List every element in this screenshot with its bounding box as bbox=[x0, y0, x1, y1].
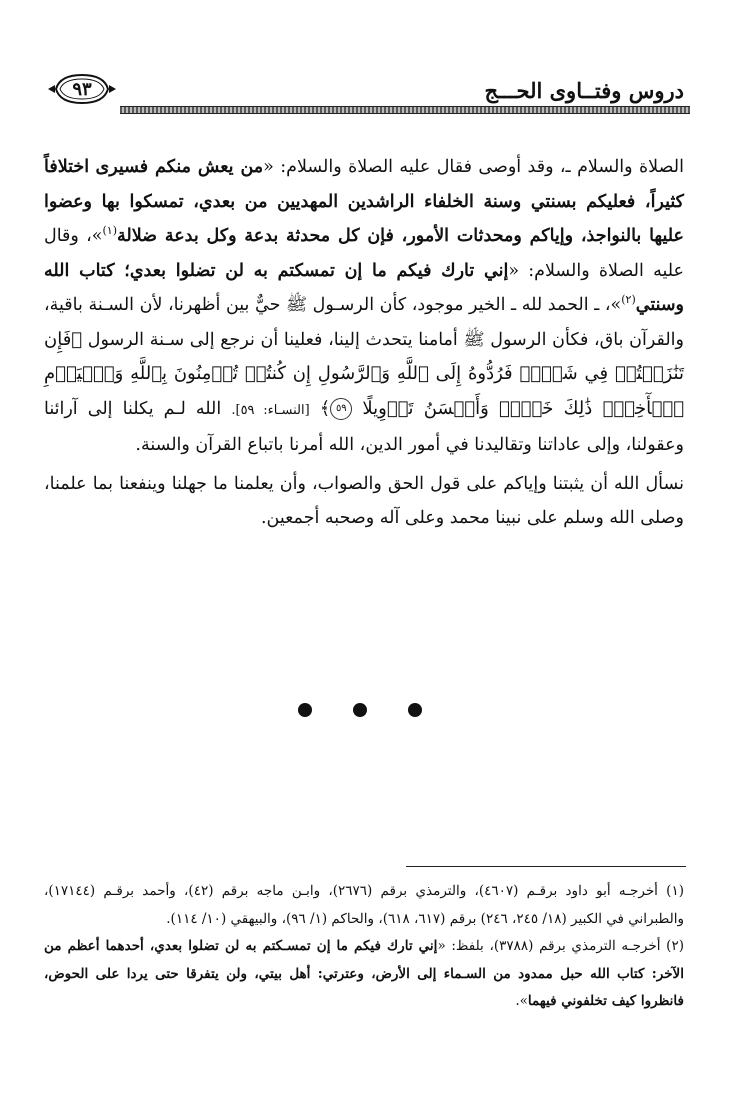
hadith-text: من يعش منكم فسيرى bbox=[95, 157, 264, 177]
separator-dot-icon bbox=[408, 703, 422, 717]
main-text bbox=[44, 150, 684, 536]
paragraph bbox=[44, 150, 684, 463]
page-number-badge bbox=[46, 72, 118, 106]
text-run: »، وقال عليه الصلاة والسلام: « bbox=[44, 226, 684, 281]
hadith-text: اختلافاً كثيراً، فعليكم بسنتي وسنة الخلفاء الراشدين المهديين من بعدي، تمسكوا بها وعضوا عليها بالنواجذ، وإياكم ومحدثات الأمور، فإن كل محدثة بدعة وكل بدعة ضلالة bbox=[44, 157, 684, 246]
hadith-text: إني تارك فيكم ما إن تمسكتم به لن تضلوا بعدي؛ كتاب الله وسنتي bbox=[44, 260, 684, 315]
separator-dot-icon bbox=[298, 703, 312, 717]
text-run: الله لـم يكلنا إلى آرائنا وعقولنا، وإلى عاداتنا وتقاليدنا في أمور الدين، الله أمرنا باتباع القرآن والسنة. bbox=[44, 398, 684, 455]
footnote-ref[interactable]: (١) bbox=[102, 224, 118, 238]
quran-verse: ﴿فَإِن تَنَٰزَعۡتُمۡ فِي شَيۡءٖ فَرُدُّوهُ إِلَى ٱللَّهِ وَٱلرَّسُولِ إِن كُنتُمۡ تُؤۡمِنُونَ بِٱللَّهِ وَٱلۡيَوۡمِ ٱلۡأٓخِرِۚ ذَٰلِكَ خَيۡرٞ وَأَحۡسَنُ تَأۡوِيلًا bbox=[44, 328, 684, 419]
text-run: »، ـ الحمد لله ـ الخير موجود، كأن الرسـول ﷺ حيٌّ بين أظهرنا، لأن السـنة باقية، والقرآن باق، فكأن الرسول ﷺ أمامنا يتحدث إلينا، فعلينا أن نرجع إلى سـنة الرسول bbox=[44, 295, 684, 350]
text-run: (٢) أخرجـه الترمذي برقم (٣٧٨٨)، بلفظ: « bbox=[437, 938, 684, 954]
footnote-ref[interactable]: (٢) bbox=[621, 293, 636, 307]
footnote-rule bbox=[406, 866, 686, 867]
footnote-2 bbox=[44, 933, 684, 1016]
running-title: دروس وفتــاوى الحـــج bbox=[484, 78, 684, 103]
page-number: ٩٣ bbox=[72, 79, 92, 100]
verse-reference: [النسـاء: ٥٩]. bbox=[231, 402, 310, 418]
footnotes bbox=[44, 878, 684, 1016]
verse-number-marker: ٥٩ bbox=[330, 398, 352, 420]
text-run: الصلاة والسلام ـ، وقد أوصى فقال عليه الصلاة والسلام: « bbox=[263, 157, 684, 177]
separator-dot-icon bbox=[353, 703, 367, 717]
text-run: ». bbox=[515, 993, 528, 1009]
hadith-text: إني تارك فيكم ما إن تمسـكتم به لن تضلوا بعدي، أحدهما أعظم من الآخر: كتاب الله حبل ممدود من السـماء إلى الأرض، وعترتي: أهل بيتي، ولن يتفرقا حتى يردا على الحوض، فانظروا كيف تخلفوني فيهما bbox=[44, 938, 684, 1009]
page-header bbox=[40, 70, 690, 114]
header-rule bbox=[120, 106, 690, 114]
section-separator bbox=[280, 700, 440, 720]
quran-verse-close: ﴾ bbox=[319, 397, 331, 419]
paragraph: نسأل الله أن يثبتنا وإياكم على قول الحق والصواب، وأن يعلمنا ما جهلنا وينفعنا بما علمنا، وصلى الله وسلم على نبينا محمد وعلى آله وصحبه أجمعين. bbox=[44, 473, 684, 528]
footnote-1: (١) أخرجـه أبو داود برقـم (٤٦٠٧)، والترمذي برقم (٢٦٧٦)، وابـن ماجه برقم (٤٢)، وأحمد برقـم (١٧١٤٤)، والطبراني في الكبير (١٨/ ٢٤٥، ٢٤٦) برقم (٦١٧، ٦١٨)، والحاكم (١/ ٩٦)، والبيهقي (١٠/ ١١٤). bbox=[44, 883, 684, 927]
